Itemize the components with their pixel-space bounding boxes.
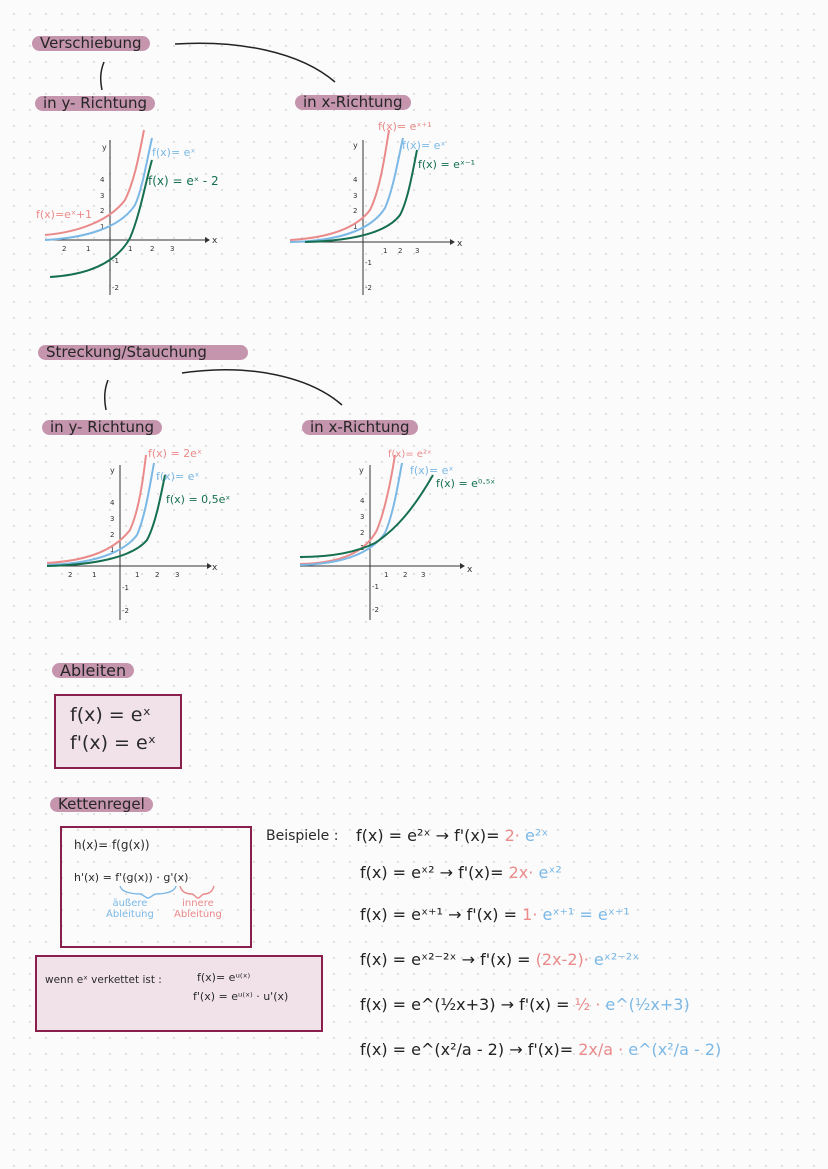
label-sx-f3: f(x) = e⁰·⁵ˣ — [436, 477, 496, 490]
beispiel-row — [360, 1040, 721, 1059]
label-ey-f2: f(x) = eˣ - 2 — [148, 174, 219, 188]
verkettet-box — [35, 955, 323, 1032]
ableiten-title: Ableiten — [52, 663, 134, 678]
verschiebung-y-label: in y- Richtung — [35, 96, 155, 111]
tick-label: 1 — [135, 571, 140, 579]
beispiele-label: Beispiele : — [266, 828, 339, 844]
verschiebung-x-label: in x-Richtung — [295, 95, 411, 110]
tick-label: 3 — [100, 192, 105, 200]
beispiel-row — [360, 950, 639, 969]
tick-label: 2 — [100, 207, 105, 215]
axis-y-label: y — [353, 141, 358, 150]
label-ey-f3: f(x)=eˣ+1 — [36, 208, 93, 221]
arrow-icon: → — [435, 826, 450, 845]
tick-label: -2 — [112, 284, 119, 292]
axis-x-label: x — [457, 239, 463, 249]
kettenregel-box — [60, 826, 252, 948]
beispiel-fp-inner: 2· — [504, 826, 520, 845]
beispiel-row — [360, 863, 562, 882]
kettenregel-h-prime: h'(x) = f'(g(x)) · g'(x) — [74, 871, 189, 884]
beispiel-fp-inner: ½ · — [574, 995, 601, 1014]
label-sy-f2: f(x)= eˣ — [156, 470, 200, 483]
arrow-icon: → — [461, 950, 475, 969]
graph-verschiebung-x — [285, 120, 485, 300]
beispiel-fp-outer: e^(x²/a - 2) — [628, 1040, 722, 1059]
arrow-icon: → — [509, 1040, 523, 1059]
label-ey-f1: f(x)= eˣ — [152, 146, 196, 159]
beispiel-fp-outer: eˣ² — [538, 863, 562, 882]
tick-label: -1 — [122, 584, 129, 592]
tick-label: 4 — [100, 176, 105, 184]
beispiel-fp: f'(x) = — [519, 995, 570, 1014]
axis-x-label: x — [212, 236, 218, 246]
tick-label: 3 — [360, 513, 365, 521]
tick-label: 2 — [403, 571, 408, 579]
tick-label: -1 — [112, 257, 119, 265]
tick-label: 2 — [155, 571, 160, 579]
beispiel-fp-outer: e^(½x+3) — [605, 995, 690, 1014]
verkettet-intro: wenn eˣ verkettet ist : — [45, 974, 162, 986]
tick-label: 3 — [110, 515, 115, 523]
beispiel-row — [360, 995, 690, 1014]
tick-label: 2 — [360, 529, 365, 537]
verkettet-f: f(x)= eᵘ⁽ˣ⁾ — [197, 971, 251, 984]
kettenregel-h: h(x)= f(g(x)) — [74, 838, 150, 852]
label-ex-f2: f(x)= eˣ — [402, 139, 446, 152]
kettenregel-outer: äußere Ableitung — [106, 898, 154, 920]
tick-label: 1 — [360, 544, 365, 552]
axis-y-label: y — [102, 143, 107, 152]
tick-label: 1 — [383, 247, 388, 255]
beispiel-fp-inner: 2x· — [508, 863, 534, 882]
beispiel-fp: f'(x) = — [466, 905, 518, 924]
tick-label: 1 — [128, 245, 133, 253]
beispiel-fp-inner: (2x-2)· — [535, 950, 589, 969]
beispiel-fp-outer: e²ˣ — [524, 826, 549, 845]
beispiel-fp: f'(x)= — [527, 1040, 574, 1059]
label-sy-f1: f(x) = 2eˣ — [148, 447, 202, 460]
tick-label: 2 — [150, 245, 155, 253]
beispiel-row — [360, 905, 630, 924]
beispiel-f: f(x) = e²ˣ — [356, 826, 431, 845]
tick-label: 4 — [360, 497, 365, 505]
label-sx-f2: f(x)= eˣ — [410, 464, 454, 477]
label-ex-f1: f(x)= eˣ⁺¹ — [378, 120, 432, 133]
beispiel-f: f(x) = eˣ²⁻²ˣ — [360, 950, 457, 969]
tick-label: 3 — [170, 245, 175, 253]
tick-label: 2 — [110, 531, 115, 539]
axis-y-label: y — [359, 466, 364, 475]
streckung-y-label: in y- Richtung — [42, 420, 162, 435]
arrow-icon: → — [439, 863, 454, 882]
beispiel-f: f(x) = eˣ⁺¹ — [360, 905, 443, 924]
streckung-x-label: in x-Richtung — [302, 420, 418, 435]
tick-label: 3 — [175, 571, 180, 579]
arrow-icon: → — [448, 905, 462, 924]
tick-label: 2 — [398, 247, 403, 255]
tick-label: 1 — [353, 223, 358, 231]
tick-label: 4 — [110, 499, 115, 507]
beispiel-f: f(x) = e^(½x+3) — [360, 995, 496, 1014]
streckung-title: Streckung/Stauchung — [38, 345, 248, 360]
tick-label: -1 — [372, 583, 379, 591]
arrow-icon: → — [500, 995, 514, 1014]
beispiel-fp-outer: eˣ²⁻²ˣ — [593, 950, 640, 969]
beispiel-fp: f'(x) = — [480, 950, 531, 969]
tick-label: 3 — [353, 192, 358, 200]
tick-label: -2 — [122, 607, 129, 615]
verkettet-fp: f'(x) = eᵘ⁽ˣ⁾ · u'(x) — [193, 990, 289, 1003]
beispiel-fp-outer: eˣ⁺¹ = eˣ⁺¹ — [542, 905, 630, 924]
label-ex-f3: f(x) = eˣ⁻¹ — [418, 158, 476, 171]
tick-label: 1 — [110, 546, 115, 554]
beispiel-fp-inner: 2x/a · — [578, 1040, 624, 1059]
tick-label: 3 — [421, 571, 426, 579]
tick-label: -2 — [372, 606, 379, 614]
tick-label: 4 — [353, 176, 358, 184]
tick-label: 2 — [68, 571, 73, 579]
tick-label: 2 — [62, 245, 67, 253]
label-sy-f3: f(x) = 0,5eˣ — [166, 493, 231, 506]
beispiel-fp: f'(x)= — [458, 863, 504, 882]
graph-streckung-y — [42, 445, 242, 625]
beispiel-fp: f'(x)= — [454, 826, 500, 845]
graph-streckung-x — [295, 445, 495, 625]
beispiel-fp-inner: 1· — [522, 905, 538, 924]
ableiten-box — [54, 694, 182, 769]
label-sx-f1: f(x)= e²ˣ — [388, 449, 432, 460]
tick-label: -1 — [365, 259, 372, 267]
axis-x-label: x — [467, 565, 473, 575]
kettenregel-inner: innere Ableitung — [174, 898, 222, 920]
tick-label: 1 — [86, 245, 91, 253]
ableiten-line2: f'(x) = eˣ — [70, 732, 157, 754]
tick-label: 1 — [384, 571, 389, 579]
tick-label: 2 — [353, 207, 358, 215]
beispiel-row — [356, 826, 548, 845]
verschiebung-title: Verschiebung — [32, 36, 150, 51]
tick-label: 1 — [100, 223, 105, 231]
axis-x-label: x — [212, 563, 218, 573]
beispiel-f: f(x) = e^(x²/a - 2) — [360, 1040, 505, 1059]
axis-y-label: y — [110, 466, 115, 475]
kettenregel-title: Kettenregel — [50, 797, 153, 812]
tick-label: 1 — [92, 571, 97, 579]
ableiten-line1: f(x) = eˣ — [70, 704, 151, 726]
tick-label: 3 — [415, 247, 420, 255]
beispiel-f: f(x) = eˣ² — [360, 863, 435, 882]
tick-label: -2 — [365, 284, 372, 292]
